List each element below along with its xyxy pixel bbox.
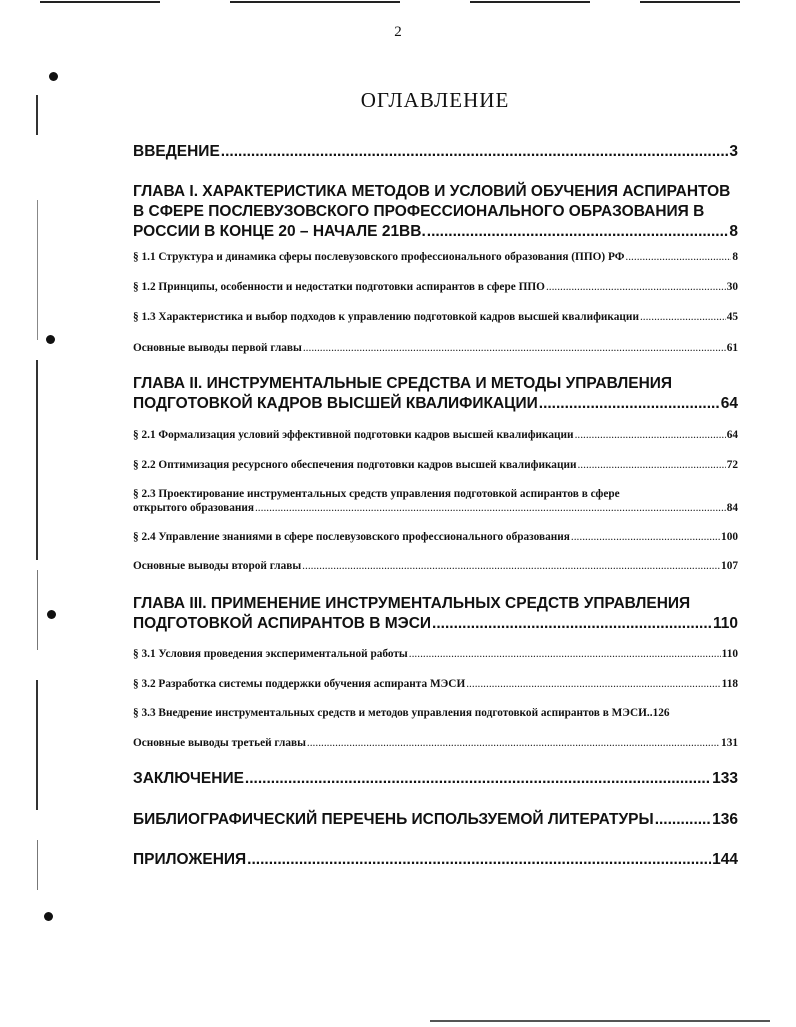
scan-top-edge	[0, 0, 796, 6]
entry-text: § 3.1 Условия проведения экспериментальной работы	[133, 648, 408, 660]
hole-punch-dot	[47, 610, 56, 619]
toc-entry-appendix[interactable]	[133, 850, 738, 870]
page-ref: 3	[729, 143, 738, 160]
toc-entry-conclusion[interactable]	[133, 769, 738, 789]
toc-entry-chapter-3[interactable]	[133, 594, 738, 634]
toc-entry-section-2-1[interactable]	[133, 428, 738, 442]
hole-punch-dot	[46, 335, 55, 344]
page-ref: 110	[712, 615, 738, 632]
margin-line	[37, 570, 38, 650]
margin-line	[36, 360, 38, 560]
toc-entry-section-1-2[interactable]	[133, 280, 738, 294]
page-ref: 110	[721, 648, 738, 660]
entry-text: § 1.1 Структура и динамика сферы послевузовского профессионального образования (ППО) РФ	[133, 251, 625, 263]
entry-text: § 2.2 Оптимизация ресурсного обеспечения подготовки кадров высшей квалификации	[133, 459, 577, 471]
toc-entry-section-1-3[interactable]	[133, 310, 738, 324]
toc-entry-section-2-4[interactable]	[133, 530, 738, 544]
toc-entry-chapter-1[interactable]	[133, 182, 738, 242]
toc-entry-chapter-2[interactable]	[133, 374, 738, 414]
entry-text-last: ПОДГОТОВКОЙ АСПИРАНТОВ В МЭСИ	[133, 615, 432, 632]
page-ref: 136	[712, 811, 738, 828]
entry-text: § 2.1 Формализация условий эффективной подготовки кадров высшей квалификации	[133, 429, 574, 441]
toc-entry-section-3-2[interactable]	[133, 677, 738, 691]
entry-text: ВВЕДЕНИЕ	[133, 143, 220, 160]
page-ref: 30	[726, 281, 738, 293]
margin-line	[37, 200, 38, 340]
toc-entry-conclusions-3[interactable]	[133, 736, 738, 750]
entry-text: § 3.2 Разработка системы поддержки обучения аспиранта МЭСИ	[133, 678, 466, 690]
toc-title: ОГЛАВЛЕНИЕ	[360, 88, 510, 112]
page-ref: 61	[726, 342, 738, 354]
page-ref: 64	[726, 429, 738, 441]
page-ref: 8	[729, 223, 738, 240]
entry-text: ЗАКЛЮЧЕНИЕ	[133, 770, 244, 787]
hole-punch-dot	[44, 912, 53, 921]
margin-line	[37, 840, 38, 890]
entry-text: Основные выводы третьей главы	[133, 737, 306, 749]
toc-entry-bibliography[interactable]	[133, 810, 738, 830]
entry-text: БИБЛИОГРАФИЧЕСКИЙ ПЕРЕЧЕНЬ ИСПОЛЬЗУЕМОЙ ЛИТЕРАТУРЫ	[133, 811, 654, 828]
entry-text-last: открытого образования	[133, 502, 254, 514]
hole-punch-dot	[49, 72, 58, 81]
toc-entry-conclusions-2[interactable]	[133, 559, 738, 573]
toc-entry-section-2-2[interactable]	[133, 458, 738, 472]
page-ref: 84	[726, 502, 738, 514]
entry-text: § 2.3 Проектирование инструментальных средств управления подготовкой аспирантов в сфере	[133, 488, 620, 500]
entry-text: § 1.2 Принципы, особенности и недостатки подготовки аспирантов в сфере ППО	[133, 281, 545, 293]
entry-text-last: РОССИИ В КОНЦЕ 20 – НАЧАЛЕ 21ВВ.	[133, 223, 426, 240]
entry-text: § 2.4 Управление знаниями в сфере послевузовского профессионального образования	[133, 531, 570, 543]
page-ref: 126	[652, 707, 670, 719]
entry-text: Основные выводы первой главы	[133, 342, 302, 354]
toc-entry-section-3-1[interactable]	[133, 647, 738, 661]
page-ref: 45	[726, 311, 738, 323]
page-ref: 72	[726, 459, 738, 471]
page-ref: 100	[721, 531, 738, 543]
entry-text: Основные выводы второй главы	[133, 560, 302, 572]
entry-text: § 1.3 Характеристика и выбор подходов к управлению подготовкой кадров высшей квалификации	[133, 311, 639, 323]
toc-entry-section-2-3[interactable]	[133, 487, 738, 515]
page-ref: 8	[732, 251, 738, 263]
page-ref: 144	[712, 851, 738, 868]
toc-entry-section-3-3[interactable]	[133, 706, 738, 720]
page-ref: 107	[721, 560, 738, 572]
toc-entry-section-1-1[interactable]	[133, 250, 738, 264]
entry-text: ГЛАВА I. ХАРАКТЕРИСТИКА МЕТОДОВ И УСЛОВИЙ ОБУЧЕНИЯ АСПИРАНТОВ В СФЕРЕ ПОСЛЕВУЗОВСКОГО ПРОФЕССИОНАЛЬНОГО ОБРАЗОВАНИЯ В	[133, 183, 731, 220]
entry-text: ГЛАВА II. ИНСТРУМЕНТАЛЬНЫЕ СРЕДСТВА И МЕТОДЫ УПРАВЛЕНИЯ	[133, 375, 673, 392]
entry-text-last: ПОДГОТОВКОЙ КАДРОВ ВЫСШЕЙ КВАЛИФИКАЦИИ	[133, 395, 538, 412]
page-ref: 133	[712, 770, 738, 787]
margin-line	[36, 680, 38, 810]
entry-text: ПРИЛОЖЕНИЯ	[133, 851, 247, 868]
toc-entry-conclusions-1[interactable]	[133, 341, 738, 355]
page-ref: 118	[721, 678, 738, 690]
page-number: 2	[394, 24, 402, 40]
toc-entry-introduction[interactable]	[133, 142, 738, 162]
entry-text: ГЛАВА III. ПРИМЕНЕНИЕ ИНСТРУМЕНТАЛЬНЫХ СРЕДСТВ УПРАВЛЕНИЯ	[133, 595, 691, 612]
page-ref: 64	[720, 395, 738, 412]
entry-text: § 3.3 Внедрение инструментальных средств и методов управления подготовкой аспирантов в МЭСИ..	[133, 707, 653, 719]
page-ref: 131	[721, 737, 738, 749]
scan-bottom-edge	[430, 1020, 770, 1022]
